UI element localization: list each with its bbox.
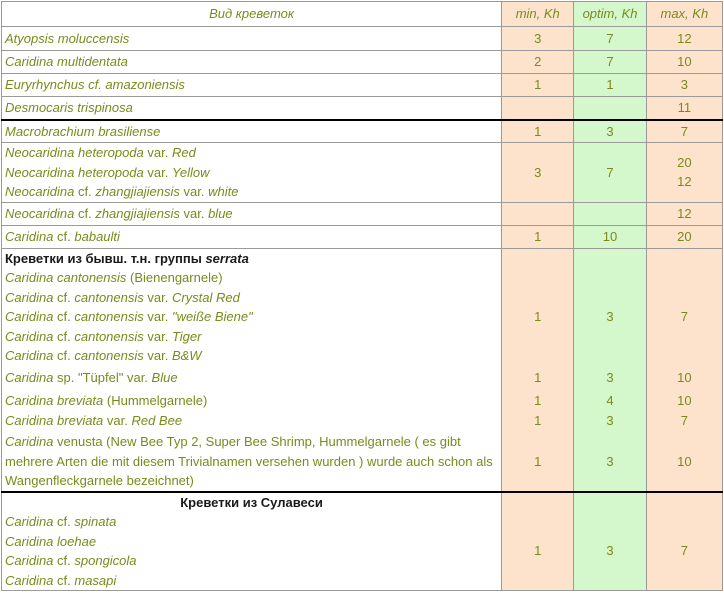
max-value: 3 [646, 74, 722, 97]
species-line: Caridina cf. cantonensis var. "weiße Biene" [5, 309, 253, 324]
group-title: Креветки из бывш. т.н. группы serrata [5, 250, 249, 266]
max-value: 11 [646, 97, 722, 120]
min-value: 1 [534, 542, 542, 558]
table-row [2, 97, 723, 120]
table-row: Neocaridina cf. zhangjiajiensis var. blue 12 [2, 202, 723, 225]
species-line: Caridina loehae [5, 533, 97, 549]
optim-value: 7 [574, 51, 646, 74]
optim-value: 1 [574, 74, 646, 97]
species-line: Caridina cf. masapi [5, 572, 117, 588]
optim-value: 10 [574, 225, 646, 248]
group-serrata [2, 248, 723, 492]
min-value: 1 [534, 412, 542, 428]
optim-value: 3 [606, 453, 614, 469]
shrimp-hardness-table [1, 1, 723, 591]
table-row [2, 74, 723, 97]
max-value: 12 [646, 202, 722, 225]
min-value: 3 [502, 143, 574, 203]
optim-value: 3 [606, 309, 614, 324]
table-row [2, 120, 723, 143]
optim-value: 7 [574, 27, 646, 51]
species-line: Caridina breviata var. Red Bee [5, 412, 183, 428]
table-row: Caridina cf. babaulti 1 10 20 [2, 225, 723, 248]
min-value: 1 [534, 369, 542, 385]
header-optim: optim, Kh [574, 2, 646, 27]
max-value: 12 [677, 174, 692, 190]
min-value: 1 [502, 120, 574, 143]
species-line: Caridina cf. spongicola [5, 553, 137, 568]
species-name: Caridina multidentata [5, 54, 128, 70]
min-value: 2 [502, 51, 574, 74]
species-line: Caridina sp. "Tüpfel" var. Blue [5, 369, 178, 385]
min-value: 1 [534, 453, 542, 469]
group-title: Креветки из Сулавеси [180, 494, 323, 510]
species-line: Neocaridina heteropoda var. Yellow [5, 164, 210, 180]
table-row [2, 27, 723, 51]
species-line: Neocaridina cf. zhangjiajiensis var. white [5, 184, 239, 199]
species-line: Caridina venusta (New Bee Typ 2, Super Bee Shrimp, Hummelgarnele ( es gibt mehrere Arten die mit diesem Trivialnamen versehen wurden ) wurde auch schon als Wangenfleckgarnele bezeichnet) [5, 434, 493, 488]
min-value: 1 [534, 309, 542, 324]
optim-value: 4 [606, 393, 614, 408]
header-max: max, Kh [646, 2, 722, 27]
min-value: 1 [502, 74, 574, 97]
header-species: Вид креветок [2, 2, 502, 27]
species-line: Caridina breviata (Hummelgarnele) [5, 393, 208, 408]
species-line: Caridina cf. spinata [5, 514, 117, 529]
max-value: 7 [680, 309, 688, 324]
max-value: 10 [677, 453, 692, 469]
max-value: 12 [646, 27, 722, 51]
header-min: min, Kh [502, 2, 574, 27]
species-line: Neocaridina heteropoda var. Red [5, 145, 196, 160]
group-sulawesi [2, 492, 723, 591]
species-name: Atyopsis moluccensis [5, 30, 130, 46]
species-name: Desmocaris trispinosa [5, 100, 133, 115]
min-value [502, 202, 574, 225]
max-value: 10 [677, 393, 692, 408]
header-row [2, 2, 723, 27]
min-value: 3 [502, 27, 574, 51]
table-row [2, 51, 723, 74]
species-name: Macrobrachium brasiliense [5, 123, 161, 139]
species-line: Caridina cantonensis (Bienengarnele) [5, 270, 223, 285]
min-value [502, 97, 574, 120]
species-line: Caridina cf. cantonensis var. Tiger [5, 328, 202, 344]
max-value: 10 [646, 51, 722, 74]
species-name: Euryrhynchus cf. amazoniensis [5, 77, 185, 93]
max-value: 7 [680, 542, 688, 558]
max-value: 10 [677, 369, 692, 385]
optim-value: 3 [606, 369, 614, 385]
max-value: 7 [680, 412, 688, 428]
optim-value [574, 202, 646, 225]
optim-value: 3 [606, 542, 614, 558]
max-value: 20 [646, 225, 722, 248]
optim-value: 7 [574, 143, 646, 203]
species-line: Caridina cf. cantonensis var. Crystal Red [5, 289, 240, 305]
species-line: Caridina cf. cantonensis var. B&W [5, 348, 202, 363]
optim-value: 3 [606, 412, 614, 428]
min-value: 1 [502, 225, 574, 248]
min-value: 1 [534, 393, 542, 408]
optim-value [574, 97, 646, 120]
optim-value: 3 [574, 120, 646, 143]
max-value: 7 [646, 120, 722, 143]
table-row [2, 143, 723, 203]
max-value: 20 [677, 154, 692, 170]
